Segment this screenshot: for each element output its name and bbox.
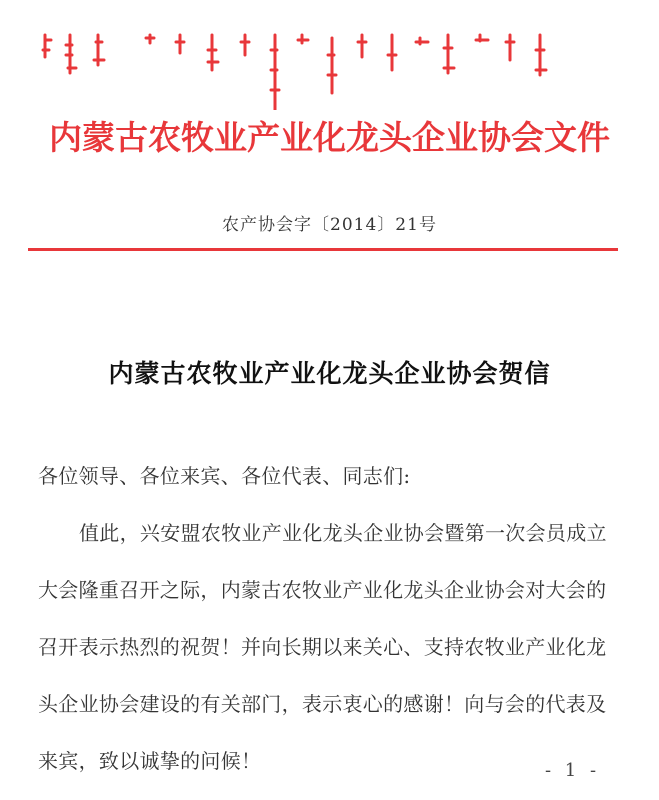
letter-body [38,448,618,790]
letter-heading: 内蒙古农牧业产业化龙头企业协会贺信 [108,359,551,388]
paragraph-line: 头企业协会建设的有关部门，表示衷心的感谢！向与会的代表及 [38,692,607,716]
document-number: 农产协会字〔2014〕21号 [222,215,437,235]
paragraph-line: 值此，兴安盟农牧业产业化龙头企业协会暨第一次会员成立 [79,521,607,545]
mongolian-script-letterhead [40,30,620,110]
organization-title: 内蒙古农牧业产业化龙头企业协会文件 [49,118,610,157]
paragraph-line: 来宾，致以诚挚的问候！ [38,749,262,773]
page-number: - 1 - [545,760,601,781]
letterhead-divider [28,248,618,251]
paragraph-line: 召开表示热烈的祝贺！并向长期以来关心、支持农牧业产业化龙 [38,635,607,659]
paragraph-line: 大会隆重召开之际，内蒙古农牧业产业化龙头企业协会对大会的 [38,578,607,602]
salutation: 各位领导、各位来宾、各位代表、同志们: [38,464,411,488]
